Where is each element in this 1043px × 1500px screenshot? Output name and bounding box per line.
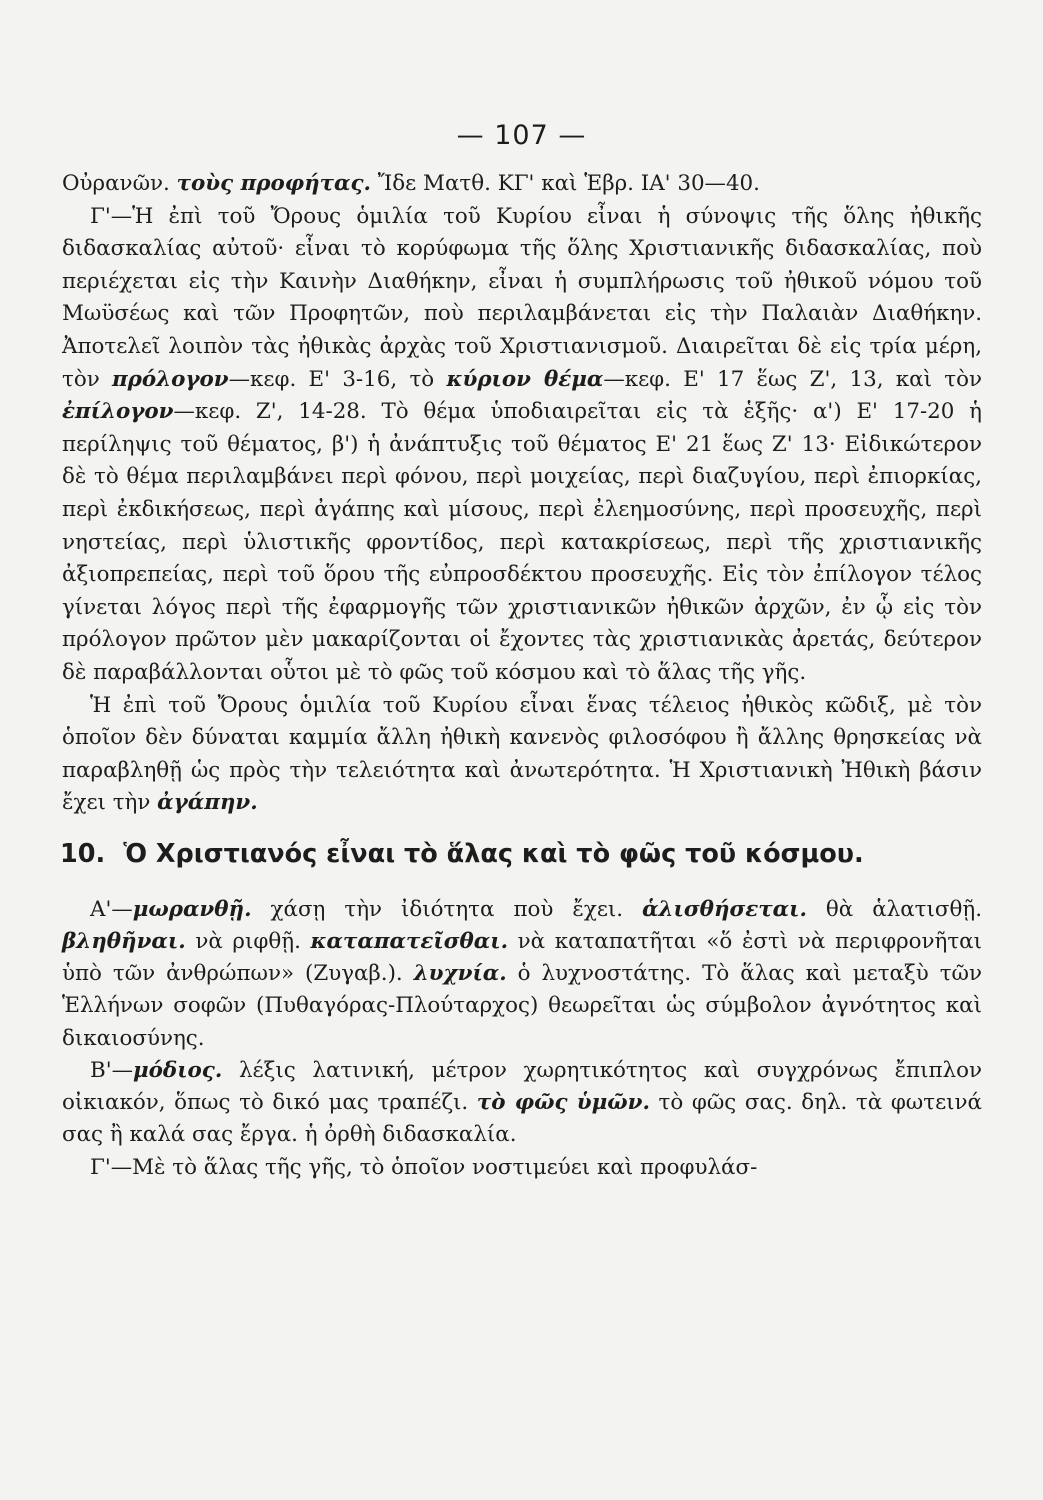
emphasis-term: ἐπίλογον — [62, 399, 174, 425]
emphasis-term: καταπατεῖσθαι. — [310, 929, 509, 955]
text-run: —κεφ. Ζ', 14-28. Τὸ θέμα ὑποδιαιρεῖται εἰς τὰ ἑξῆς· α') Ε' 17-20 ἡ περίληψις τοῦ θέματος, β') ἡ ἀνάπτυξις τοῦ θέματος Ε' 21 ἕως Ζ' 13· Εἰδικώτερον δὲ τὸ θέμα περιλαμβάνει περὶ φόνου, περὶ μοιχείας, περὶ διαζυγίου, περὶ ἐπιορκίας, περὶ ἐκδικήσεως, περὶ ἀγάπης καὶ μίσους, περὶ ἐλεημοσύνης, περὶ προσευχῆς, περὶ νηστείας, περὶ ὑλιστικῆς φροντίδος, περὶ κατακρίσεως, περὶ τῆς χριστιανικῆς ἀξιοπρεπείας, περὶ τοῦ ὅρου τῆς εὐπροσδέκτου προσευχῆς. Εἰς τὸν ἐπίλογον τέλος γίνεται λόγος περὶ τῆς ἐφαρμογῆς τῶν χριστιανικῶν ἠθικῶν ἀρχῶν, ἐν ᾧ εἰς τὸν πρόλογον πρῶτον μὲν μακαρίζονται οἱ ἔχοντες τὰς χριστιανικὰς ἀρετάς, δεύτερον δὲ παραβάλλονται οὗτοι μὲ τὸ φῶς τοῦ κόσμου καὶ τὸ ἅλας τῆς γῆς. — [62, 399, 982, 685]
emphasis-term: τὸ φῶς ὑμῶν. — [476, 1090, 650, 1116]
section-heading — [60, 836, 982, 872]
text-run: ὁ λυχνοστάτης. Τὸ ἅλας καὶ μεταξὺ τῶν Ἑλλήνων σοφῶν (Πυθαγόρας-Πλούταρχος) θεωρεῖται ὡς σύμβολον ἀγνότητος καὶ δικαιοσύνης. — [62, 961, 982, 1051]
text-run: Ἡ ἐπὶ τοῦ Ὄρους ὁμιλία τοῦ Κυρίου εἶναι ἕνας τέλειος ἠθικὸς κῶδιξ, μὲ τὸν ὁποῖον δὲν δύναται καμμία ἄλλη ἠθικὴ κανενὸς φιλοσόφου ἢ ἄλλης θρησκείας νὰ παραβληθῇ ὡς πρὸς τὴν τελειότητα καὶ ἀνωτερότητα. Ἡ Χριστιανικὴ Ἠθικὴ βάσιν ἔχει τὴν — [62, 692, 982, 816]
text-run: νὰ καταπατῆται «ὅ ἐστὶ νὰ περιφρονῆται ὑπὸ τῶν ἀνθρώπων» (Ζυγαβ.). — [62, 929, 983, 987]
text-run: —κεφ. Ε' 17 ἕως Ζ', 13, καὶ τὸν — [603, 366, 982, 392]
text-run: Α'— — [90, 896, 133, 922]
text-run: Γ'—Ἡ ἐπὶ τοῦ Ὄρους ὁμιλία τοῦ Κυρίου εἶναι ἡ σύνοψις τῆς ὅλης ἠθικῆς διδασκαλίας αὐτοῦ· εἶναι τὸ κορύφωμα τῆς ὅλης Χριστιανικῆς διδασκαλίας, ποὺ περιέχεται εἰς τὴν Καινὴν Διαθήκην, εἶναι ἡ συμπλήρωσις τοῦ ἠθικοῦ νόμου τοῦ Μωϋσέως καὶ τῶν Προφητῶν, ποὺ περιλαμβάνεται εἰς τὴν Παλαιὰν Διαθήκην. Ἀποτελεῖ λοιπὸν τὰς ἠθικὰς ἀρχὰς τοῦ Χριστιανισμοῦ. Διαιρεῖται δὲ εἰς τρία μέρη, τὸν — [62, 203, 982, 392]
text-run: —κεφ. Ε' 3-16, τὸ — [228, 366, 447, 392]
text-run: Οὐρανῶν. — [62, 171, 177, 196]
page-body — [62, 168, 982, 1184]
page-number: — 107 — — [456, 120, 587, 151]
text-run: λέξις λατινική, μέτρον χωρητικότητος καὶ συγχρόνως ἔπιπλον οἰκιακόν, ὅπως τὸ δικό μας τραπέζι. — [62, 1057, 982, 1116]
paragraph-gamma — [62, 201, 982, 690]
emphasis-term: ἁλισθήσεται. — [642, 896, 807, 922]
paragraph-alpha — [62, 894, 982, 1055]
emphasis-term: κύριον θέμα — [446, 366, 604, 392]
paragraph-intro — [62, 168, 982, 201]
text-run: Γ'—Μὲ τὸ ἅλας τῆς γῆς, τὸ ὁποῖον νοστιμεύει καὶ προφυλάσ- — [90, 1154, 758, 1180]
paragraph-summary — [62, 690, 982, 820]
text-run: Ἴδε Ματθ. ΚΓ' καὶ Ἑβρ. ΙΑ' 30—40. — [370, 171, 760, 196]
emphasis-term: ἀγάπην. — [157, 790, 258, 816]
text-run: θὰ ἁλατισθῇ. — [806, 896, 982, 922]
emphasis-term: μόδιος. — [133, 1057, 223, 1083]
paragraph-beta — [62, 1055, 982, 1152]
emphasis-term: βληθῆναι. — [62, 929, 186, 955]
text-run: Β'— — [90, 1057, 133, 1083]
section-title: Ὁ Χριστιανός εἶναι τὸ ἅλας καὶ τὸ φῶς τοῦ κόσμου. — [123, 838, 864, 869]
text-run: νὰ ριφθῇ. — [185, 929, 311, 955]
emphasis-term: πρόλογον — [112, 366, 229, 392]
text-run: τὸ φῶς σας. δηλ. τὰ φωτεινά σας ἢ καλά σας ἔργα. ἡ ὀρθὴ διδασκαλία. — [62, 1090, 982, 1148]
emphasis-term: τοὺς προφήτας. — [176, 171, 371, 196]
emphasis-term: μωρανθῇ. — [132, 896, 252, 922]
paragraph-gamma-2 — [62, 1152, 982, 1184]
text-run: χάσῃ τὴν ἰδιότητα ποὺ ἔχει. — [251, 896, 643, 922]
emphasis-term: λυχνία. — [413, 961, 507, 987]
section-number: 10. — [60, 838, 106, 869]
